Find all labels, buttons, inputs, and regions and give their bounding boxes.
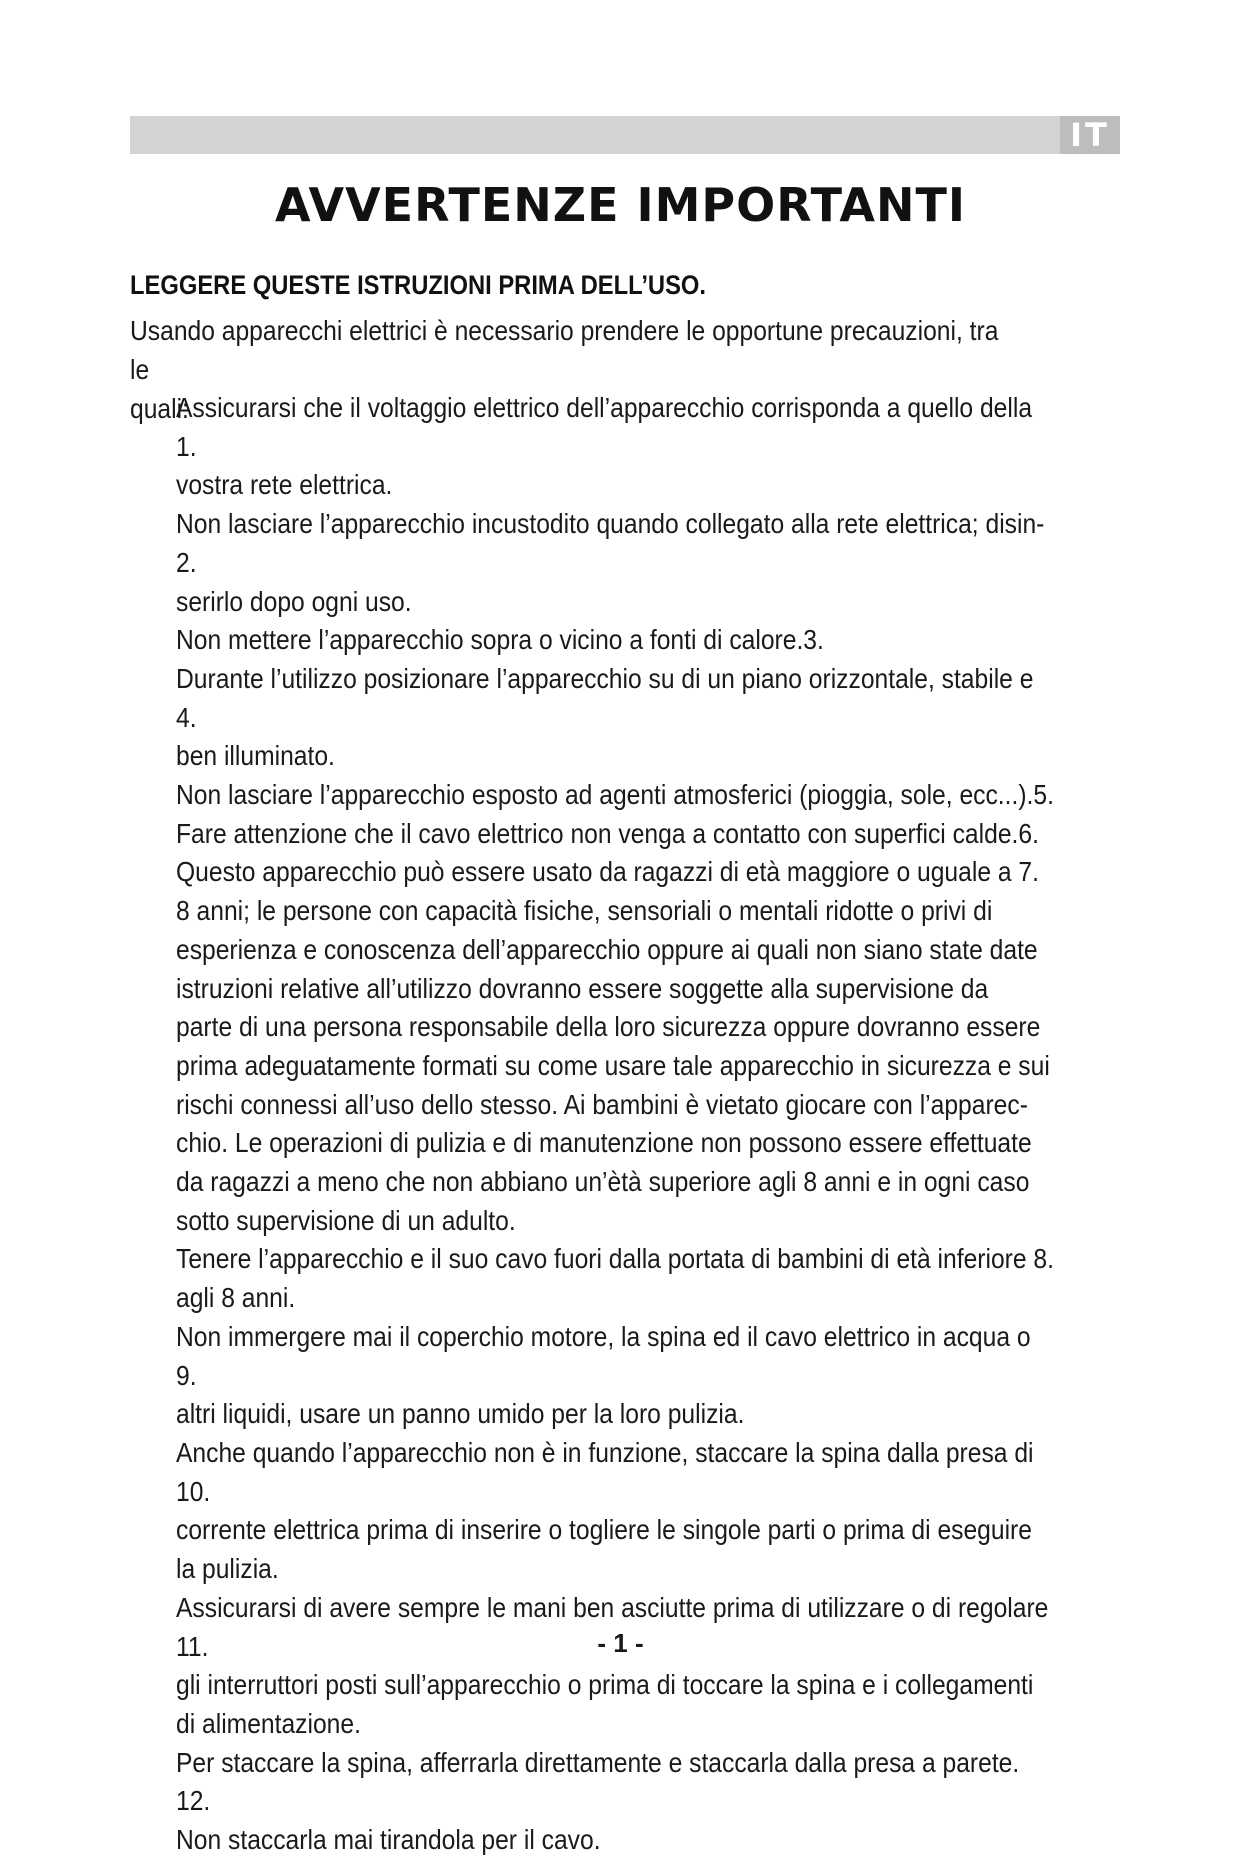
page-title: AVVERTENZE IMPORTANTI <box>274 178 966 232</box>
language-tag: IT <box>1060 116 1120 154</box>
intro-paragraph: Usando apparecchi elettrici è necessario prendere le opportune precauzioni, tra le quali: <box>130 315 999 424</box>
subheading: LEGGERE QUESTE ISTRUZIONI PRIMA DELL’USO. <box>130 270 707 300</box>
list-item: Tenere l’apparecchio e il suo cavo fuori dalla portata di bambini di età inferiore 8. agli 8 anni. <box>176 1243 1054 1314</box>
list-item: Durante l’utilizzo posizionare l’apparecchio su di un piano orizzontale, stabile e 4. ben illuminato. <box>176 662 1034 772</box>
list-item: Per staccare la spina, afferrarla direttamente e staccarla dalla presa a parete. 12. Non staccarla mai tirandola per il cavo. <box>176 1746 1020 1856</box>
page-number: - 1 - <box>597 1628 644 1658</box>
header-bar <box>130 116 1120 154</box>
list-item: Non mettere l’apparecchio sopra o vicino a fonti di calore.3. <box>176 624 824 656</box>
list-item: Non lasciare l’apparecchio incustodito quando collegato alla rete elettrica; disin-2. serirlo dopo ogni uso. <box>176 508 1045 617</box>
list-item: Non immergere mai il coperchio motore, la spina ed il cavo elettrico in acqua o 9. altri liquidi, usare un panno umido per la loro pulizia. <box>176 1320 1031 1430</box>
list-item: Fare attenzione che il cavo elettrico non venga a contatto con superfici calde.6. <box>176 817 1039 849</box>
list-item: Questo apparecchio può essere usato da ragazzi di età maggiore o uguale a 7. 8 anni; le persone con capacità fisiche, sensoriali o mentali ridotte o privi di esperienza e conoscenza dell’apparecchio oppure ai quali non siano state date istruzioni relative all’utilizzo dovranno essere soggette alla supervisione da parte di una persona responsabile della loro sicurezza oppure dovranno essere prima adeguatamente formati su come usare tale apparecchio in sicurezza e sui rischi connessi all’uso dello stesso. Ai bambini è vietato giocare con l’apparec- chio. Le operazioni di pulizia e di manutenzione non possono essere effettuate da ragazzi a meno che non abbiano un’ètà superiore agli 8 anni e in ogni caso sotto supervisione di un adulto. <box>176 856 1050 1236</box>
list-item: Assicurarsi che il voltaggio elettrico dell’apparecchio corrisponda a quello della 1. vostra rete elettrica. <box>176 392 1033 501</box>
list-item: Non lasciare l’apparecchio esposto ad agenti atmosferici (pioggia, sole, ecc...).5. <box>176 779 1054 811</box>
list-item: Assicurarsi di avere sempre le mani ben asciutte prima di utilizzare o di regolare 11. gli interruttori posti sull’apparecchio o prima di toccare la spina e i collegamenti di alimentazione. <box>176 1591 1049 1739</box>
list-item: Anche quando l’apparecchio non è in funzione, staccare la spina dalla presa di 10. corrente elettrica prima di inserire o togliere le singole parti o prima di eseguire la pulizia. <box>176 1436 1034 1585</box>
